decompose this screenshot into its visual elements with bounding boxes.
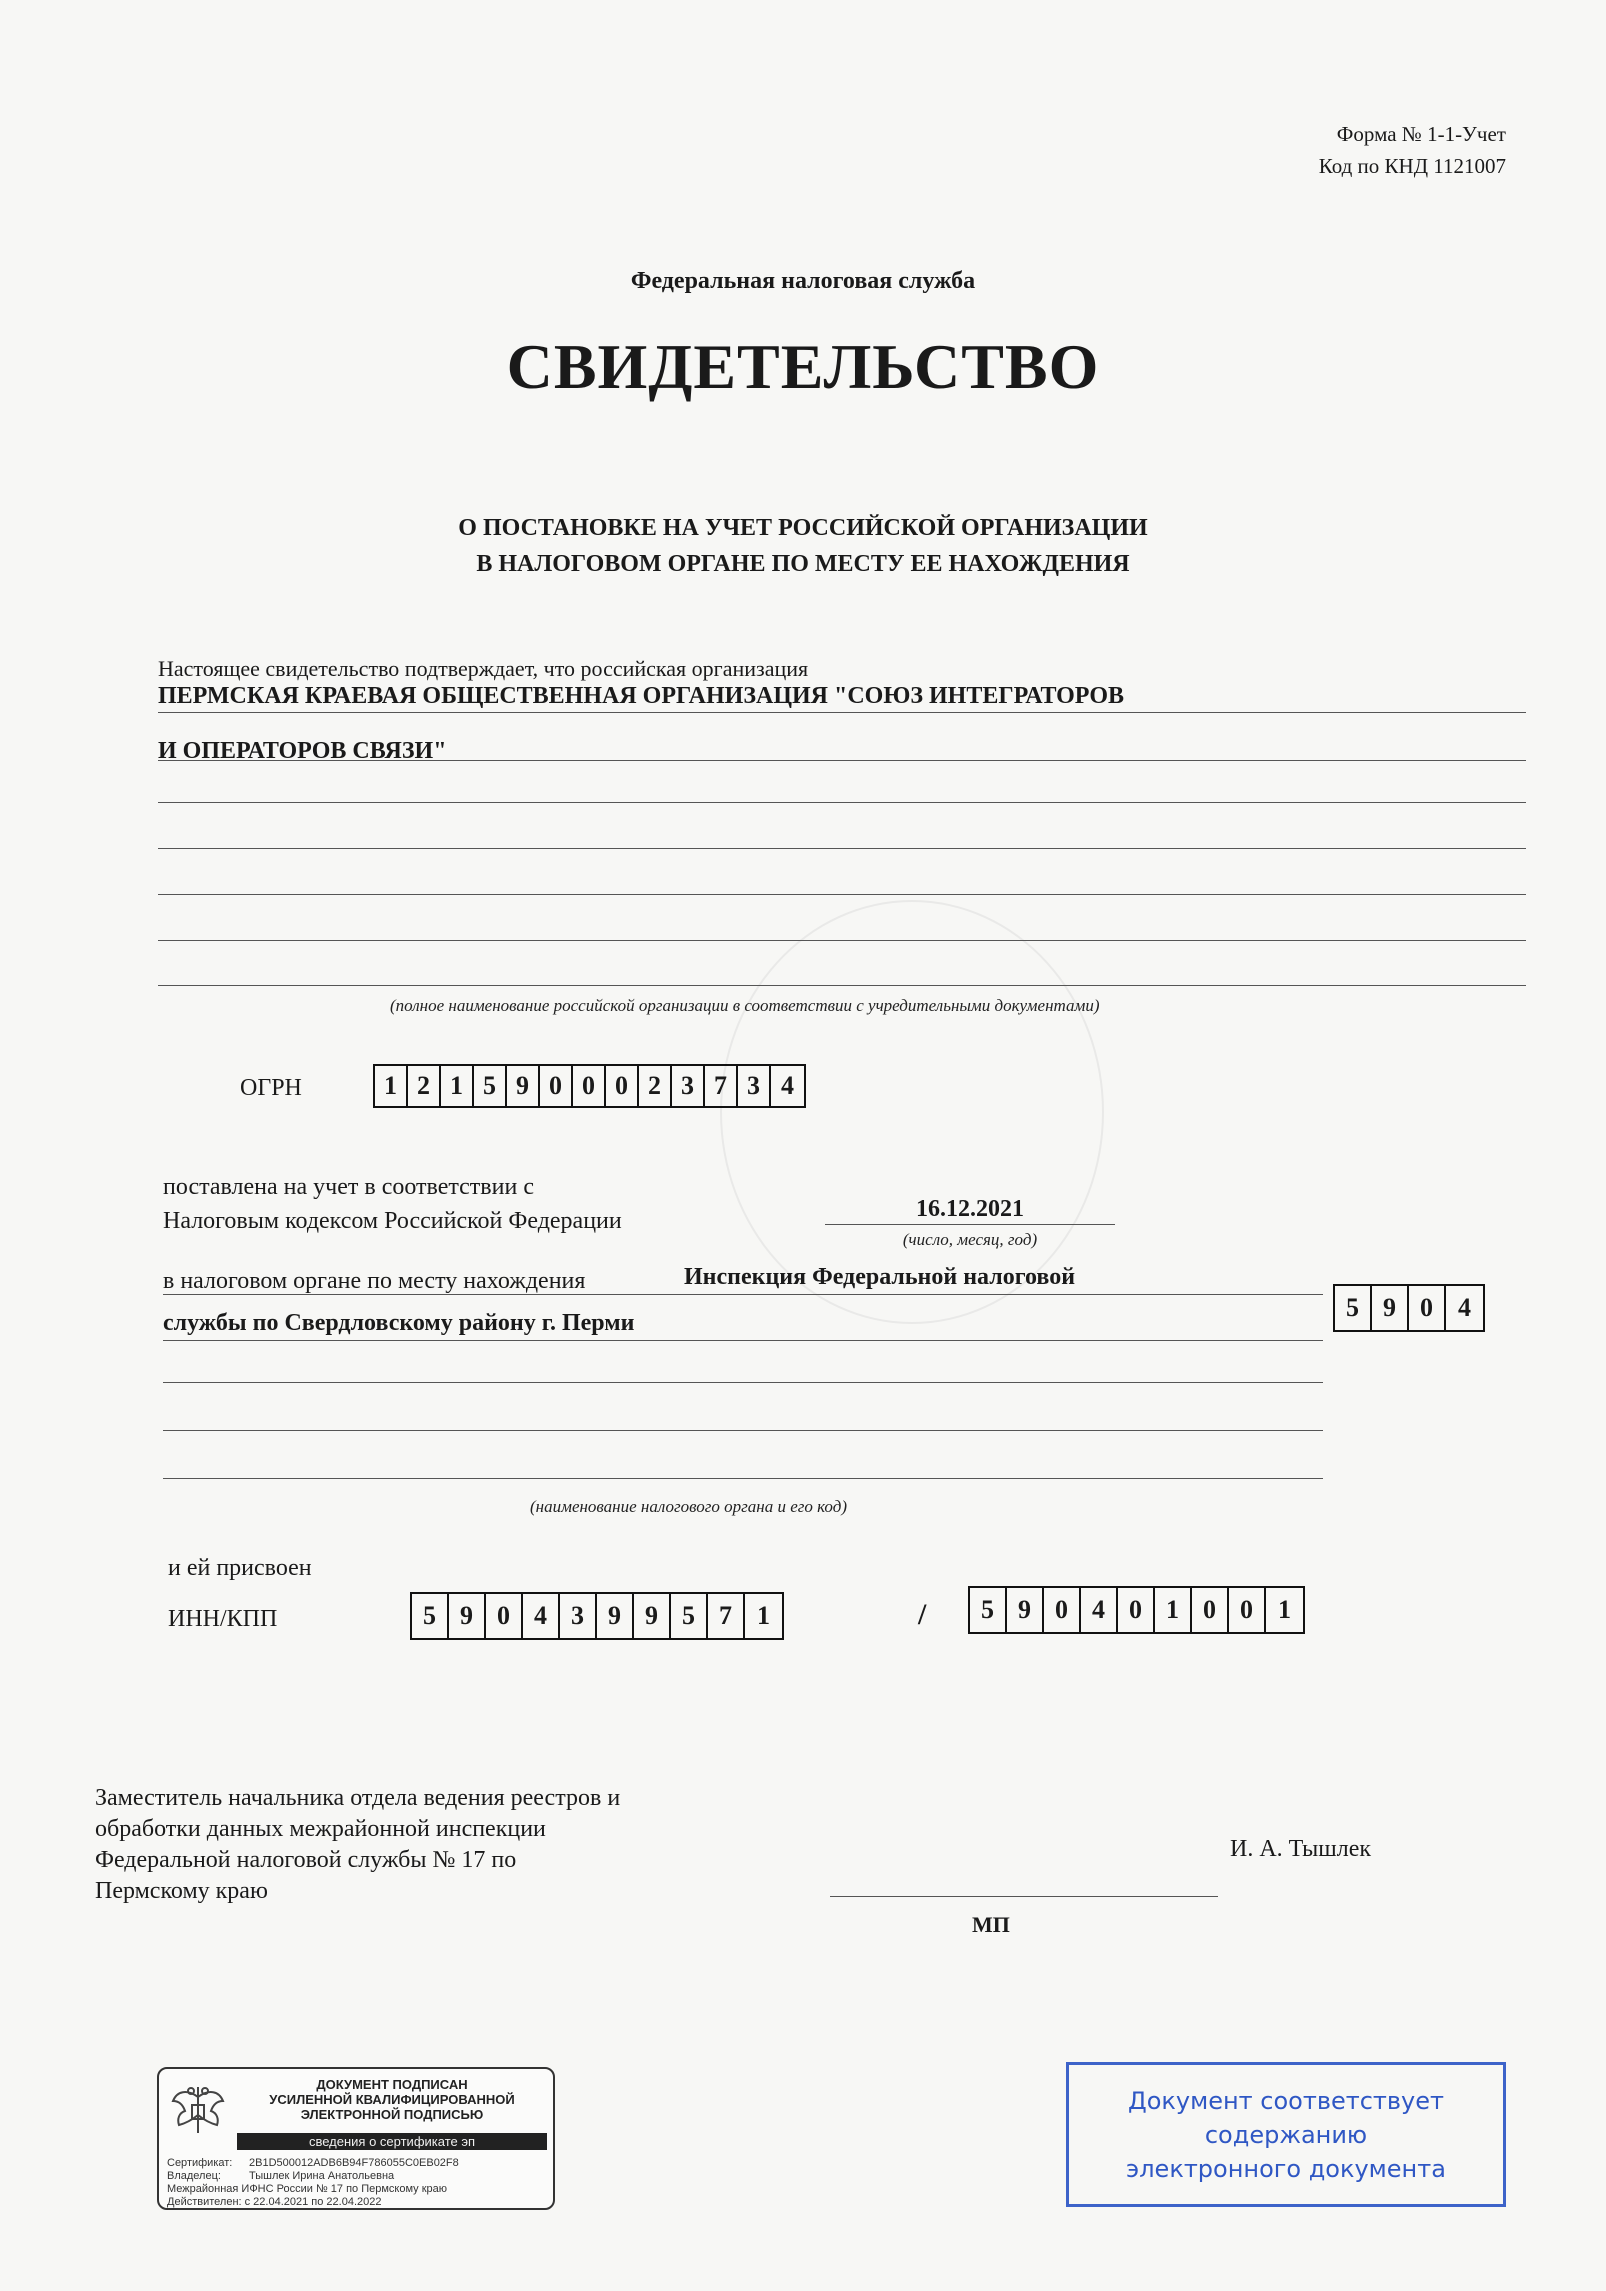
registration-text-line-1: поставлена на учет в соответствии с [163, 1174, 534, 1200]
cert-label: Сертификат: [167, 2157, 233, 2169]
inn-digit: 1 [757, 1601, 770, 1630]
owner-value: Тышлек Ирина Анатольевна [249, 2170, 395, 2182]
position-line-2: обработки данных межрайонной инспекции [95, 1816, 546, 1842]
tax-authority-code-digit: 9 [1372, 1286, 1409, 1330]
certificate-info [167, 2157, 459, 2209]
inn-digit: 0 [486, 1594, 523, 1638]
intro-text: Настоящее свидетельство подтверждает, что российская организация [158, 656, 809, 681]
kpp-cells [968, 1586, 1305, 1634]
tax-authority-line [163, 1478, 1323, 1479]
ogrn-digit: 5 [474, 1066, 507, 1106]
inn-digit: 5 [412, 1594, 449, 1638]
tax-authority-code-digit: 4 [1458, 1293, 1471, 1322]
tax-authority-name-line-2: службы по Свердловскому району г. Перми [163, 1310, 635, 1336]
e-signature-badge [157, 2067, 555, 2210]
kpp-digit: 1 [1278, 1595, 1291, 1624]
ogrn-digit: 1 [375, 1066, 408, 1106]
stamp-line-3: электронного документа [1126, 2154, 1446, 2183]
signatory-name: И. А. Тышлек [1230, 1836, 1372, 1862]
issuer: Межрайонная ИФНС России № 17 по Пермскому краю [167, 2183, 448, 2195]
org-name-caption: (полное наименование российской организации в соответствии с учредительными документами) [390, 996, 1100, 1015]
ogrn-digit: 0 [606, 1066, 639, 1106]
kpp-digit: 5 [970, 1588, 1007, 1632]
inn-digit: 4 [523, 1594, 560, 1638]
date-line [825, 1224, 1115, 1225]
kpp-digit: 9 [1007, 1588, 1044, 1632]
stamp-line-1: Документ соответствует [1127, 2086, 1444, 2115]
inn-digit: 9 [634, 1594, 671, 1638]
position-line-1: Заместитель начальника отдела ведения реестров и [95, 1785, 621, 1811]
stamp-line-2: содержанию [1204, 2120, 1368, 2149]
registration-date: 16.12.2021 [916, 1196, 1024, 1222]
ogrn-digit: 2 [408, 1066, 441, 1106]
ogrn-digit: 9 [507, 1066, 540, 1106]
tax-authority-line [163, 1430, 1323, 1431]
tax-authority-line [163, 1382, 1323, 1383]
ogrn-digit: 4 [781, 1071, 794, 1100]
position-line-3: Федеральной налоговой службы № 17 по [95, 1847, 517, 1873]
owner-label: Владелец: [167, 2170, 221, 2182]
conformity-stamp [1066, 2062, 1506, 2207]
ogrn-digit: 0 [573, 1066, 606, 1106]
e-signature-head-line-3: ЭЛЕКТРОННОЙ ПОДПИСЬЮ [300, 2107, 484, 2122]
ogrn-digit: 1 [441, 1066, 474, 1106]
ogrn-digit: 3 [672, 1066, 705, 1106]
tax-authority-line [163, 1340, 1323, 1341]
kpp-digit: 4 [1081, 1588, 1118, 1632]
kpp-digit: 0 [1192, 1588, 1229, 1632]
kpp-digit: 0 [1044, 1588, 1081, 1632]
date-caption: (число, месяц, год) [902, 1230, 1038, 1249]
ogrn-digit: 7 [705, 1066, 738, 1106]
ogrn-digit: 3 [738, 1066, 771, 1106]
e-signature-head-line-1: ДОКУМЕНТ ПОДПИСАН [316, 2077, 468, 2092]
org-line [158, 760, 1526, 761]
cert-value: 2B1D500012ADB6B94F786055C0EB02F8 [249, 2157, 459, 2169]
signatory-position [95, 1783, 620, 1907]
org-line [158, 985, 1526, 986]
form-number: Форма № 1-1-Учет [1336, 122, 1506, 146]
agency-name: Федеральная налоговая служба [630, 268, 976, 294]
assigned-text: и ей присвоен [168, 1555, 312, 1581]
kpp-digit: 0 [1118, 1588, 1155, 1632]
registration-text-line-2: Налоговым кодексом Российской Федерации [163, 1208, 622, 1234]
tax-authority-code-cells [1333, 1284, 1485, 1332]
inn-cells [410, 1592, 784, 1640]
org-line [158, 848, 1526, 849]
org-name-line-1: ПЕРМСКАЯ КРАЕВАЯ ОБЩЕСТВЕННАЯ ОРГАНИЗАЦИЯ "СОЮЗ ИНТЕГРАТОРОВ [158, 683, 1124, 709]
form-id [1319, 118, 1506, 182]
inn-kpp-separator: / [918, 1598, 927, 1631]
e-signature-heading [237, 2077, 547, 2122]
kpp-digit: 0 [1229, 1588, 1266, 1632]
inn-kpp-label: ИНН/КПП [168, 1606, 278, 1632]
position-line-4: Пермскому краю [95, 1878, 268, 1904]
e-signature-head-line-2: УСИЛЕННОЙ КВАЛИФИЦИРОВАННОЙ [269, 2092, 515, 2107]
ogrn-digit: 0 [540, 1066, 573, 1106]
org-line [158, 802, 1526, 803]
certificate-info-bar: сведения о сертификате эп [237, 2133, 547, 2150]
coat-of-arms-icon [167, 2079, 229, 2141]
inn-digit: 9 [449, 1594, 486, 1638]
org-line [158, 712, 1526, 713]
inn-digit: 9 [597, 1594, 634, 1638]
ogrn-label: ОГРН [240, 1075, 302, 1101]
org-line [158, 894, 1526, 895]
tax-authority-line [163, 1294, 1323, 1295]
validity: Действителен: с 22.04.2021 по 22.04.2022 [167, 2196, 382, 2208]
tax-authority-code-digit: 0 [1409, 1286, 1446, 1330]
document-title: СВИДЕТЕЛЬСТВО [506, 331, 1100, 402]
ogrn-cells [373, 1064, 806, 1108]
org-name-line-2: И ОПЕРАТОРОВ СВЯЗИ" [158, 738, 447, 764]
registration-text [163, 1170, 622, 1238]
signature-line [830, 1896, 1218, 1897]
mp-label: МП [972, 1912, 1010, 1937]
tax-authority-caption: (наименование налогового органа и его код) [530, 1497, 847, 1516]
faded-seal-background [720, 900, 1104, 1324]
subtitle-line-1: О ПОСТАНОВКЕ НА УЧЕТ РОССИЙСКОЙ ОРГАНИЗАЦИИ [458, 515, 1148, 541]
tax-authority-name-line-1: Инспекция Федеральной налоговой [684, 1264, 1076, 1290]
form-knd: Код по КНД 1121007 [1318, 154, 1506, 178]
tax-authority-prefix: в налоговом органе по месту нахождения [163, 1268, 586, 1294]
tax-authority-code-digit: 5 [1335, 1286, 1372, 1330]
inn-digit: 3 [560, 1594, 597, 1638]
ogrn-digit: 2 [639, 1066, 672, 1106]
kpp-digit: 1 [1155, 1588, 1192, 1632]
inn-digit: 7 [708, 1594, 745, 1638]
subtitle-line-2: В НАЛОГОВОМ ОРГАНЕ ПО МЕСТУ ЕЕ НАХОЖДЕНИЯ [476, 551, 1130, 577]
org-line [158, 940, 1526, 941]
inn-digit: 5 [671, 1594, 708, 1638]
document-subtitle [0, 510, 1606, 582]
